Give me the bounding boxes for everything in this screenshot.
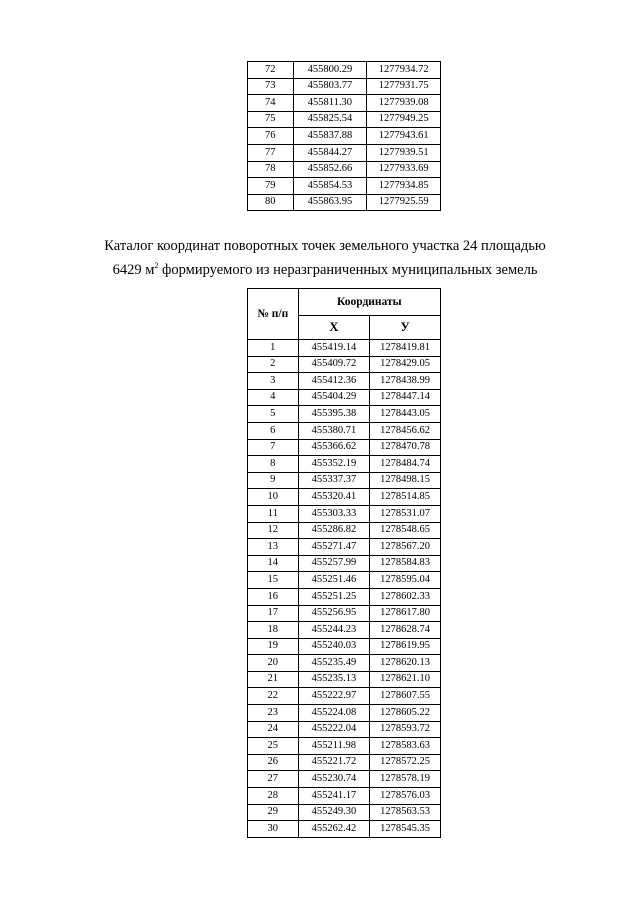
x-coordinate-cell: 455852.66: [293, 161, 367, 178]
x-coordinate-cell: 455395.38: [298, 406, 370, 423]
y-coordinate-cell: 1278572.25: [370, 754, 441, 771]
point-number-cell: 24: [248, 721, 299, 738]
point-number-cell: 25: [248, 738, 299, 755]
x-coordinate-cell: 455241.17: [298, 788, 370, 805]
y-coordinate-cell: 1278567.20: [370, 539, 441, 556]
catalog-caption: [60, 236, 590, 280]
table-row: [248, 144, 441, 161]
x-coordinate-cell: 455811.30: [293, 95, 367, 112]
header-point-number: № п/п: [248, 289, 299, 340]
x-coordinate-cell: 455262.42: [298, 821, 370, 838]
point-number-cell: 72: [248, 62, 294, 79]
table-row: [248, 804, 441, 821]
header-x: Х: [298, 315, 370, 339]
point-number-cell: 8: [248, 456, 299, 473]
point-number-cell: 2: [248, 356, 299, 373]
x-coordinate-cell: 455366.62: [298, 439, 370, 456]
table-row: [248, 439, 441, 456]
y-coordinate-cell: 1278607.55: [370, 688, 441, 705]
x-coordinate-cell: 455271.47: [298, 539, 370, 556]
table-row: [248, 389, 441, 406]
top-coordinates-table-body: [248, 62, 441, 211]
table-row: [248, 622, 441, 639]
table-row: [248, 738, 441, 755]
table-row: [248, 472, 441, 489]
y-coordinate-cell: 1277931.75: [367, 78, 441, 95]
x-coordinate-cell: 455800.29: [293, 62, 367, 79]
y-coordinate-cell: 1277939.51: [367, 144, 441, 161]
x-coordinate-cell: 455320.41: [298, 489, 370, 506]
table-row: [248, 194, 441, 211]
x-coordinate-cell: 455854.53: [293, 178, 367, 195]
x-coordinate-cell: 455251.46: [298, 572, 370, 589]
y-coordinate-cell: 1278531.07: [370, 505, 441, 522]
point-number-cell: 13: [248, 539, 299, 556]
x-coordinate-cell: 455222.97: [298, 688, 370, 705]
table-row: [248, 771, 441, 788]
x-coordinate-cell: 455211.98: [298, 738, 370, 755]
x-coordinate-cell: 455380.71: [298, 422, 370, 439]
y-coordinate-cell: 1278548.65: [370, 522, 441, 539]
table-row: [248, 705, 441, 722]
y-coordinate-cell: 1278595.04: [370, 572, 441, 589]
table-row: [248, 340, 441, 357]
y-coordinate-cell: 1277925.59: [367, 194, 441, 211]
table-row: [248, 456, 441, 473]
point-number-cell: 74: [248, 95, 294, 112]
main-table-header: [248, 289, 441, 340]
main-coordinates-table-body: [248, 340, 441, 838]
y-coordinate-cell: 1278619.95: [370, 638, 441, 655]
table-row: [248, 406, 441, 423]
x-coordinate-cell: 455240.03: [298, 638, 370, 655]
table-row: [248, 422, 441, 439]
x-coordinate-cell: 455412.36: [298, 373, 370, 390]
y-coordinate-cell: 1278429.05: [370, 356, 441, 373]
x-coordinate-cell: 455863.95: [293, 194, 367, 211]
caption-area-superscript: 2: [154, 261, 159, 270]
point-number-cell: 14: [248, 555, 299, 572]
point-number-cell: 9: [248, 472, 299, 489]
y-coordinate-cell: 1278484.74: [370, 456, 441, 473]
point-number-cell: 21: [248, 671, 299, 688]
point-number-cell: 1: [248, 340, 299, 357]
y-coordinate-cell: 1278602.33: [370, 588, 441, 605]
point-number-cell: 30: [248, 821, 299, 838]
x-coordinate-cell: 455230.74: [298, 771, 370, 788]
table-row: [248, 605, 441, 622]
point-number-cell: 19: [248, 638, 299, 655]
point-number-cell: 80: [248, 194, 294, 211]
y-coordinate-cell: 1277943.61: [367, 128, 441, 145]
main-coordinates-table: [247, 288, 441, 838]
table-row: [248, 754, 441, 771]
point-number-cell: 5: [248, 406, 299, 423]
y-coordinate-cell: 1278578.19: [370, 771, 441, 788]
y-coordinate-cell: 1278576.03: [370, 788, 441, 805]
x-coordinate-cell: 455404.29: [298, 389, 370, 406]
y-coordinate-cell: 1278617.80: [370, 605, 441, 622]
x-coordinate-cell: 455409.72: [298, 356, 370, 373]
table-row: [248, 588, 441, 605]
x-coordinate-cell: 455803.77: [293, 78, 367, 95]
point-number-cell: 23: [248, 705, 299, 722]
y-coordinate-cell: 1277934.85: [367, 178, 441, 195]
y-coordinate-cell: 1278583.63: [370, 738, 441, 755]
header-row-1: [248, 289, 441, 316]
point-number-cell: 76: [248, 128, 294, 145]
point-number-cell: 78: [248, 161, 294, 178]
point-number-cell: 77: [248, 144, 294, 161]
top-coordinates-table: [247, 61, 441, 211]
x-coordinate-cell: 455825.54: [293, 111, 367, 128]
table-row: [248, 821, 441, 838]
caption-line-1: Каталог координат поворотных точек земельного участка 24 площадью: [104, 238, 546, 254]
x-coordinate-cell: 455235.13: [298, 671, 370, 688]
y-coordinate-cell: 1278545.35: [370, 821, 441, 838]
x-coordinate-cell: 455352.19: [298, 456, 370, 473]
table-row: [248, 356, 441, 373]
table-row: [248, 655, 441, 672]
x-coordinate-cell: 455837.88: [293, 128, 367, 145]
y-coordinate-cell: 1278620.13: [370, 655, 441, 672]
table-row: [248, 788, 441, 805]
y-coordinate-cell: 1278447.14: [370, 389, 441, 406]
point-number-cell: 12: [248, 522, 299, 539]
point-number-cell: 16: [248, 588, 299, 605]
point-number-cell: 3: [248, 373, 299, 390]
header-y: У: [370, 315, 441, 339]
y-coordinate-cell: 1278628.74: [370, 622, 441, 639]
point-number-cell: 22: [248, 688, 299, 705]
point-number-cell: 7: [248, 439, 299, 456]
y-coordinate-cell: 1278498.15: [370, 472, 441, 489]
caption-area: 6429 м: [112, 261, 155, 278]
y-coordinate-cell: 1278470.78: [370, 439, 441, 456]
x-coordinate-cell: 455222.04: [298, 721, 370, 738]
table-row: [248, 78, 441, 95]
table-row: [248, 95, 441, 112]
x-coordinate-cell: 455844.27: [293, 144, 367, 161]
x-coordinate-cell: 455256.95: [298, 605, 370, 622]
y-coordinate-cell: 1278514.85: [370, 489, 441, 506]
table-row: [248, 555, 441, 572]
table-row: [248, 62, 441, 79]
table-row: [248, 539, 441, 556]
y-coordinate-cell: 1277939.08: [367, 95, 441, 112]
x-coordinate-cell: 455221.72: [298, 754, 370, 771]
y-coordinate-cell: 1278593.72: [370, 721, 441, 738]
x-coordinate-cell: 455224.08: [298, 705, 370, 722]
point-number-cell: 73: [248, 78, 294, 95]
x-coordinate-cell: 455244.23: [298, 622, 370, 639]
y-coordinate-cell: 1277934.72: [367, 62, 441, 79]
table-row: [248, 671, 441, 688]
point-number-cell: 79: [248, 178, 294, 195]
table-row: [248, 161, 441, 178]
table-row: [248, 638, 441, 655]
table-row: [248, 688, 441, 705]
y-coordinate-cell: 1278584.83: [370, 555, 441, 572]
y-coordinate-cell: 1277949.25: [367, 111, 441, 128]
table-row: [248, 572, 441, 589]
x-coordinate-cell: 455235.49: [298, 655, 370, 672]
table-row: [248, 721, 441, 738]
point-number-cell: 17: [248, 605, 299, 622]
y-coordinate-cell: 1278563.53: [370, 804, 441, 821]
x-coordinate-cell: 455251.25: [298, 588, 370, 605]
x-coordinate-cell: 455419.14: [298, 340, 370, 357]
table-row: [248, 489, 441, 506]
point-number-cell: 26: [248, 754, 299, 771]
point-number-cell: 6: [248, 422, 299, 439]
point-number-cell: 20: [248, 655, 299, 672]
point-number-cell: 11: [248, 505, 299, 522]
table-row: [248, 373, 441, 390]
point-number-cell: 75: [248, 111, 294, 128]
table-row: [248, 178, 441, 195]
y-coordinate-cell: 1278443.05: [370, 406, 441, 423]
table-row: [248, 522, 441, 539]
caption-line-2: формируемого из неразграниченных муниципальных земель: [158, 261, 538, 278]
point-number-cell: 28: [248, 788, 299, 805]
table-row: [248, 111, 441, 128]
point-number-cell: 29: [248, 804, 299, 821]
point-number-cell: 4: [248, 389, 299, 406]
header-coordinates: Координаты: [298, 289, 440, 316]
y-coordinate-cell: 1278621.10: [370, 671, 441, 688]
y-coordinate-cell: 1278456.62: [370, 422, 441, 439]
table-row: [248, 505, 441, 522]
table-row: [248, 128, 441, 145]
x-coordinate-cell: 455257.99: [298, 555, 370, 572]
point-number-cell: 27: [248, 771, 299, 788]
point-number-cell: 15: [248, 572, 299, 589]
point-number-cell: 10: [248, 489, 299, 506]
y-coordinate-cell: 1278419.81: [370, 340, 441, 357]
y-coordinate-cell: 1278605.22: [370, 705, 441, 722]
x-coordinate-cell: 455249.30: [298, 804, 370, 821]
x-coordinate-cell: 455286.82: [298, 522, 370, 539]
y-coordinate-cell: 1278438.99: [370, 373, 441, 390]
x-coordinate-cell: 455303.33: [298, 505, 370, 522]
y-coordinate-cell: 1277933.69: [367, 161, 441, 178]
point-number-cell: 18: [248, 622, 299, 639]
x-coordinate-cell: 455337.37: [298, 472, 370, 489]
